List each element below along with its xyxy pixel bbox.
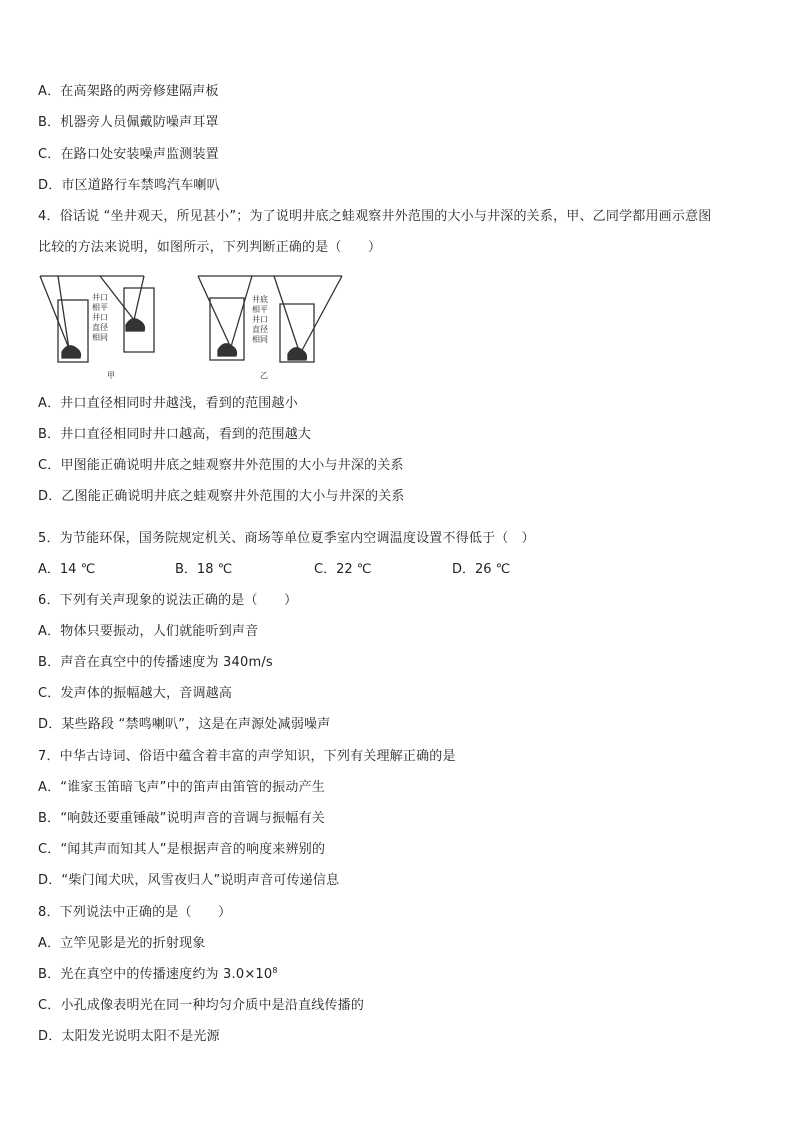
q4-option-c: C．甲图能正确说明井底之蛙观察井外范围的大小与井深的关系 xyxy=(38,458,404,473)
q5-option-d: D．26 ℃ xyxy=(452,562,511,577)
q4-option-b: B．井口直径相同时井口越高，看到的范围越大 xyxy=(38,427,312,442)
q6-stem: 6．下列有关声现象的说法正确的是（ ） xyxy=(38,593,298,608)
sight-line-left-4 xyxy=(134,276,144,320)
q4-stem-line1: 4．俗话说 “坐井观天，所见甚小”；为了说明井底之蛙观察井外范围的大小与井深的关系，甲、乙同学都用画示意图 xyxy=(38,209,712,224)
q4-figure xyxy=(38,270,358,388)
sight-line-right-2 xyxy=(230,276,252,350)
q5-option-a: A．14 ℃ xyxy=(38,562,96,577)
right-label-4: 相同 xyxy=(252,335,268,344)
q8-option-b-exponent: 8 xyxy=(272,966,278,975)
diagram-right xyxy=(198,276,342,362)
frog-right-b-icon xyxy=(288,348,307,360)
frog-right-a-icon xyxy=(218,344,237,356)
q6-option-a: A．物体只要振动，人们就能听到声音 xyxy=(38,624,259,639)
right-label-1: 相平 xyxy=(252,305,268,314)
q4-stem-line2: 比较的方法来说明，如图所示，下列判断正确的是（ ） xyxy=(38,240,382,255)
q5-option-b: B．18 ℃ xyxy=(175,562,233,577)
q4-option-a: A．井口直径相同时井越浅，看到的范围越小 xyxy=(38,396,298,411)
q3-option-a: A．在高架路的两旁修建隔声板 xyxy=(38,84,219,99)
q8-option-d: D．太阳发光说明太阳不是光源 xyxy=(38,1029,220,1044)
left-label-2: 井口 xyxy=(92,313,108,322)
q8-option-a: A．立竿见影是光的折射现象 xyxy=(38,936,206,951)
q3-option-b: B．机器旁人员佩戴防噪声耳罩 xyxy=(38,115,219,130)
q3-option-c: C．在路口处安装噪声监测装置 xyxy=(38,147,219,162)
sight-line-left-2 xyxy=(58,276,70,356)
left-label-0: 井口 xyxy=(92,293,108,302)
frog-left-b-icon xyxy=(126,319,145,331)
q8-stem: 8．下列说法中正确的是（ ） xyxy=(38,905,232,920)
right-label-2: 井口 xyxy=(252,315,268,324)
q7-stem: 7．中华古诗词、俗语中蕴含着丰富的声学知识，下列有关理解正确的是 xyxy=(38,749,456,764)
q6-option-c: C．发声体的振幅越大，音调越高 xyxy=(38,686,233,701)
frog-left-a-icon xyxy=(62,346,81,358)
q6-option-b: B．声音在真空中的传播速度为 340m/s xyxy=(38,655,273,670)
q7-option-a: A．“谁家玉笛暗飞声”中的笛声由笛管的振动产生 xyxy=(38,780,325,795)
sight-line-right-1 xyxy=(198,276,232,350)
left-label-4: 相同 xyxy=(92,333,108,342)
well-frog-diagram xyxy=(38,270,358,388)
sight-line-right-4 xyxy=(300,276,342,354)
q3-option-d: D．市区道路行车禁鸣汽车喇叭 xyxy=(38,178,220,193)
right-label-3: 直径 xyxy=(252,325,268,334)
sight-line-left-1 xyxy=(40,276,72,356)
q7-option-c: C．“闻其声而知其人”是根据声音的响度来辨别的 xyxy=(38,842,326,857)
q5-option-c: C．22 ℃ xyxy=(314,562,372,577)
left-label-1: 相平 xyxy=(92,303,108,312)
q4-option-d: D．乙图能正确说明井底之蛙观察井外范围的大小与井深的关系 xyxy=(38,489,405,504)
figure-label-yi: 乙 xyxy=(260,371,268,380)
figure-label-jia: 甲 xyxy=(107,371,115,380)
right-label-0: 井底 xyxy=(252,295,268,304)
q8-option-c: C．小孔成像表明光在同一种均匀介质中是沿直线传播的 xyxy=(38,998,365,1013)
q5-stem: 5．为节能环保，国务院规定机关、商场等单位夏季室内空调温度设置不得低于（ ） xyxy=(38,531,535,546)
q7-option-b: B．“响鼓还要重锤敲”说明声音的音调与振幅有关 xyxy=(38,811,325,826)
sight-line-right-3 xyxy=(274,276,300,354)
q8-option-b-text: B．光在真空中的传播速度约为 3.0×10 xyxy=(38,967,273,982)
well-label-right xyxy=(252,294,268,344)
left-label-3: 直径 xyxy=(92,323,108,332)
q7-option-d: D．“柴门闻犬吠，风雪夜归人”说明声音可传递信息 xyxy=(38,873,340,888)
q8-option-b xyxy=(38,967,278,983)
well-label-left xyxy=(92,292,108,342)
q6-option-d: D．某些路段 “禁鸣喇叭”，这是在声源处减弱噪声 xyxy=(38,717,331,732)
q5-options-row xyxy=(38,562,578,578)
